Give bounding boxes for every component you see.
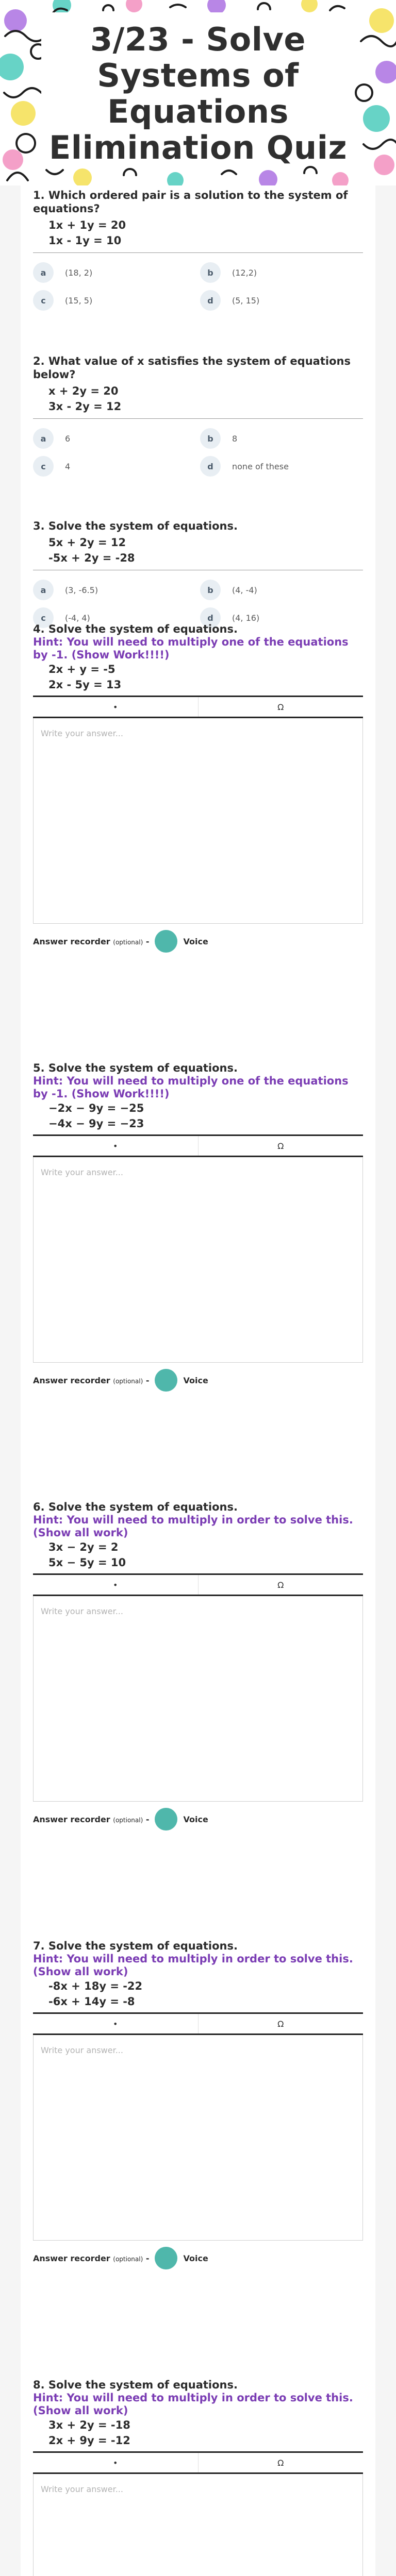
choice-c[interactable] [33, 455, 70, 478]
title-line: 3/23 - Solve [90, 21, 306, 58]
recorder-optional: (optional) [113, 2255, 143, 2263]
special-characters-button[interactable]: Ω [277, 1141, 284, 1151]
voice-label: Voice [183, 936, 208, 946]
answer-textarea[interactable] [33, 2474, 363, 2576]
choice-list [33, 253, 363, 315]
choice-b[interactable] [200, 579, 257, 601]
choice-text: (12,2) [232, 267, 257, 278]
question-4 [33, 622, 363, 953]
choice-letter: d [200, 290, 221, 311]
quiz-content [21, 185, 375, 2576]
editor-toolbar [33, 1573, 363, 1596]
equation: 3x − 2y = 2 [48, 1541, 119, 1553]
recorder-dash: - [143, 1814, 150, 1824]
equation: 3x + 2y = -18 [48, 2419, 130, 2431]
special-characters-button[interactable]: Ω [277, 1580, 284, 1590]
question-text: 4. Solve the system of equations. [33, 623, 238, 635]
equation: 2x - 5y = 13 [48, 679, 122, 691]
recorder-optional: (optional) [113, 1816, 143, 1824]
special-characters-button[interactable]: Ω [277, 702, 284, 712]
recorder-dash: - [143, 2253, 150, 2263]
question-3 [33, 519, 363, 632]
answer-placeholder: Write your answer... [41, 728, 123, 738]
answer-recorder [33, 1369, 363, 1392]
equation: -5x + 2y = -28 [48, 552, 135, 564]
math-button[interactable]: • [33, 1136, 199, 1156]
choice-letter: a [33, 262, 54, 283]
choice-text: (3, -6.5) [65, 585, 98, 595]
question-5 [33, 1061, 363, 1392]
answer-placeholder: Write your answer... [41, 2045, 123, 2055]
choice-text: (4, -4) [232, 585, 257, 595]
equation: 1x - 1y = 10 [48, 234, 122, 247]
choice-letter: d [200, 456, 221, 477]
title-line: Elimination Quiz [48, 129, 348, 166]
choice-letter: b [200, 262, 221, 283]
choice-letter: c [33, 290, 54, 311]
question-1 [33, 189, 363, 315]
question-2 [33, 354, 363, 481]
recorder-label [33, 1815, 150, 1824]
recorder-label [33, 937, 150, 946]
question-7 [33, 1939, 363, 2269]
hint-text: Hint: You will need to multiply in order to solve this. (Show all work) [33, 1953, 353, 1978]
choice-text: none of these [232, 461, 289, 471]
choice-text: (4, 16) [232, 613, 260, 623]
answer-recorder [33, 2247, 363, 2269]
title-line: Equations [107, 93, 289, 130]
equation: x + 2y = 20 [48, 385, 119, 397]
answer-textarea[interactable] [33, 2035, 363, 2241]
voice-label: Voice [183, 1375, 208, 1385]
math-button[interactable]: • [33, 2453, 199, 2472]
choice-letter: c [33, 456, 54, 477]
record-button[interactable] [155, 2247, 177, 2269]
recorder-label-text: Answer recorder [33, 2253, 110, 2263]
voice-label: Voice [183, 2253, 208, 2263]
record-button[interactable] [155, 930, 177, 953]
answer-textarea[interactable] [33, 1596, 363, 1802]
hint-text: Hint: You will need to multiply in order to solve this. (Show all work) [33, 2392, 353, 2417]
choice-letter: a [33, 428, 54, 449]
title-line: Systems of [97, 57, 299, 94]
editor-toolbar [33, 2012, 363, 2035]
equation: 5x + 2y = 12 [48, 536, 126, 549]
equation: 3x - 2y = 12 [48, 400, 122, 413]
header-banner [0, 0, 396, 185]
choice-d[interactable] [200, 455, 289, 478]
choice-letter: b [200, 428, 221, 449]
question-text: 8. Solve the system of equations. [33, 2379, 238, 2391]
choice-letter: a [33, 580, 54, 600]
choice-text: (15, 5) [65, 295, 93, 306]
answer-placeholder: Write your answer... [41, 1167, 123, 1177]
equation: 1x + 1y = 20 [48, 219, 126, 231]
hint-text: Hint: You will need to multiply one of the equations by -1. (Show Work!!!!) [33, 636, 349, 661]
question-6 [33, 1500, 363, 1831]
equation: 2x + y = -5 [48, 663, 116, 675]
choice-text: (18, 2) [65, 267, 93, 278]
hint-text: Hint: You will need to multiply in order to solve this. (Show all work) [33, 1514, 353, 1539]
choice-list [33, 419, 363, 481]
special-characters-button[interactable]: Ω [277, 2458, 284, 2468]
choice-text: 6 [65, 433, 71, 444]
record-button[interactable] [155, 1808, 177, 1831]
equation: −4x − 9y = −23 [48, 1117, 144, 1130]
voice-label: Voice [183, 1814, 208, 1824]
quiz-title [43, 22, 353, 166]
question-text: 5. Solve the system of equations. [33, 1062, 238, 1074]
editor-toolbar [33, 1134, 363, 1157]
title-card [43, 14, 353, 164]
question-text: 1. Which ordered pair is a solution to the system of equations? [33, 189, 348, 215]
answer-textarea[interactable] [33, 718, 363, 924]
editor-toolbar [33, 2451, 363, 2474]
choice-letter: c [33, 607, 54, 628]
math-button[interactable]: • [33, 697, 199, 717]
special-characters-button[interactable]: Ω [277, 2019, 284, 2029]
equation: -8x + 18y = -22 [48, 1980, 143, 1992]
choice-letter: d [200, 607, 221, 628]
choice-a[interactable] [33, 427, 70, 450]
recorder-label-text: Answer recorder [33, 936, 110, 946]
choice-b[interactable] [200, 427, 237, 450]
recorder-dash: - [143, 936, 150, 946]
choice-a[interactable] [33, 261, 92, 284]
choice-d[interactable] [200, 289, 259, 312]
equation: -6x + 14y = -8 [48, 1995, 135, 2008]
hint-text: Hint: You will need to multiply one of the equations by -1. (Show Work!!!!) [33, 1075, 349, 1100]
question-text: 2. What value of x satisfies the system of equations below? [33, 355, 351, 381]
recorder-label [33, 2253, 150, 2263]
choice-c[interactable] [33, 289, 92, 312]
recorder-label-text: Answer recorder [33, 1814, 110, 1824]
choice-text: 8 [232, 433, 238, 444]
choice-text: 4 [65, 461, 71, 471]
choice-a[interactable] [33, 579, 98, 601]
answer-recorder [33, 1808, 363, 1831]
math-button[interactable]: • [33, 2014, 199, 2033]
question-text: 7. Solve the system of equations. [33, 1940, 238, 1952]
choice-text: (-4, 4) [65, 613, 90, 623]
question-8 [33, 2378, 363, 2576]
recorder-label [33, 1376, 150, 1385]
answer-recorder [33, 930, 363, 953]
choice-b[interactable] [200, 261, 257, 284]
recorder-label-text: Answer recorder [33, 1375, 110, 1385]
editor-toolbar [33, 696, 363, 718]
answer-textarea[interactable] [33, 1157, 363, 1363]
equation: 5x − 5y = 10 [48, 1556, 126, 1569]
question-text: 3. Solve the system of equations. [33, 520, 238, 532]
recorder-optional: (optional) [113, 938, 143, 946]
math-button[interactable]: • [33, 1575, 199, 1595]
answer-placeholder: Write your answer... [41, 2484, 123, 2494]
choice-text: (5, 15) [232, 295, 260, 306]
recorder-dash: - [143, 1375, 150, 1385]
equation: 2x + 9y = -12 [48, 2434, 130, 2447]
question-text: 6. Solve the system of equations. [33, 1501, 238, 1513]
record-button[interactable] [155, 1369, 177, 1392]
recorder-optional: (optional) [113, 1377, 143, 1385]
choice-letter: b [200, 580, 221, 600]
answer-placeholder: Write your answer... [41, 1606, 123, 1616]
equation: −2x − 9y = −25 [48, 1102, 144, 1114]
